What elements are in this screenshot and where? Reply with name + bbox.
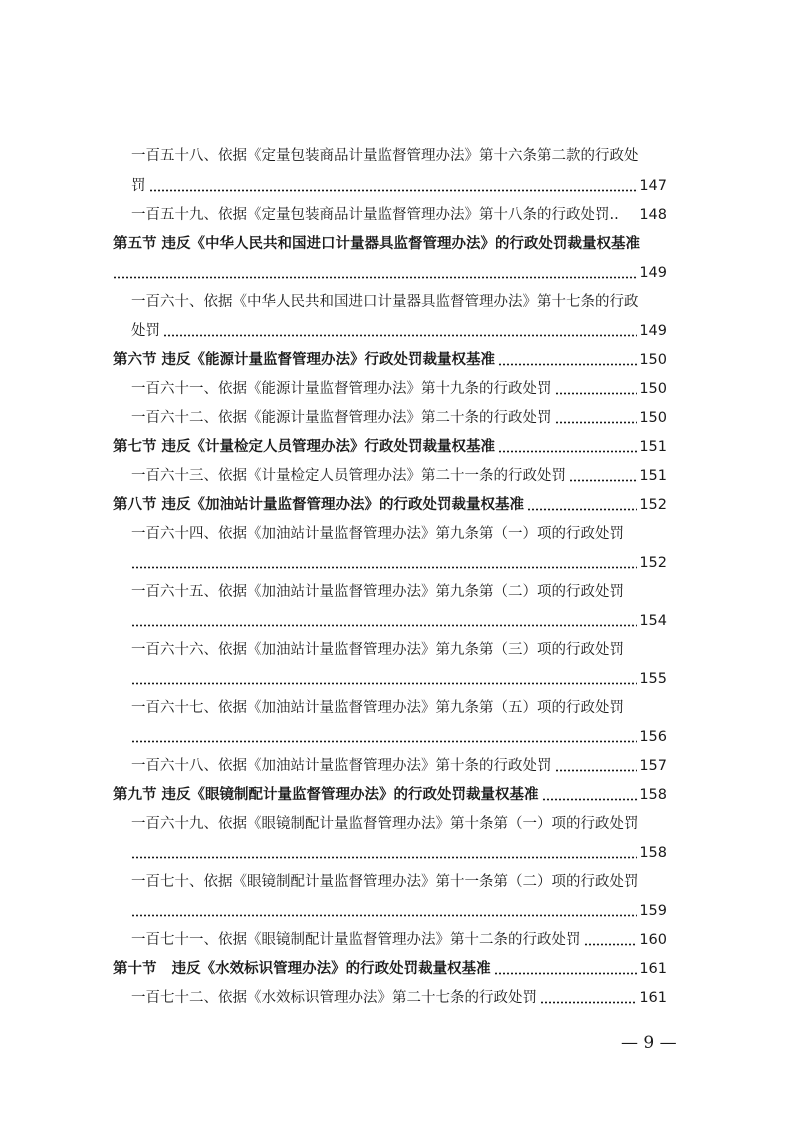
toc-page-number: 158 <box>639 787 667 803</box>
toc-entry-title: 一百六十三、依据《计量检定人员管理办法》第二十一条的行政处罚 <box>131 468 566 484</box>
toc-page-number: 154 <box>639 613 667 629</box>
dot-leader <box>542 798 638 801</box>
toc-section-9[interactable] <box>113 779 667 805</box>
dot-leader <box>584 943 638 946</box>
toc-entry-171[interactable] <box>131 924 667 950</box>
toc-entry-165-continuation[interactable] <box>131 605 667 631</box>
toc-page-number: 161 <box>639 961 667 977</box>
dot-leader <box>131 624 637 627</box>
dot-leader <box>163 334 637 337</box>
toc-entry-170[interactable] <box>131 866 667 892</box>
toc-page-number: 159 <box>639 903 667 919</box>
toc-page-number: 150 <box>639 381 667 397</box>
toc-entry-167-continuation[interactable] <box>131 721 667 747</box>
toc-entry-title: 处罚 <box>131 323 160 339</box>
toc-entry-title: 一百六十二、依据《能源计量监督管理办法》第二十条的行政处罚 <box>131 410 552 426</box>
toc-page-number: 149 <box>639 265 667 281</box>
toc-entry-165[interactable] <box>131 576 667 602</box>
dot-leader <box>619 218 638 221</box>
toc-page-number: 158 <box>639 845 667 861</box>
toc-entry-title: 一百六十五、依据《加油站计量监督管理办法》第九条第（二）项的行政处罚 <box>131 584 624 600</box>
toc-section-title: 第九节 违反《眼镜制配计量监督管理办法》的行政处罚裁量权基准 <box>113 786 539 803</box>
toc-section-title: 第七节 违反《计量检定人员管理办法》行政处罚裁量权基准 <box>113 438 496 455</box>
toc-entry-161[interactable] <box>131 373 667 399</box>
toc-page-number: 160 <box>639 932 667 948</box>
dot-leader <box>527 508 637 511</box>
toc-entry-168[interactable] <box>131 750 667 776</box>
toc-entry-title: 一百六十四、依据《加油站计量监督管理办法》第九条第（一）项的行政处罚 <box>131 526 624 542</box>
toc-entry-158[interactable] <box>131 140 667 166</box>
toc-page-number: 161 <box>639 990 667 1006</box>
toc-entry-172[interactable] <box>131 982 667 1008</box>
toc-entry-169[interactable] <box>131 808 667 834</box>
toc-page-number: 150 <box>639 352 667 368</box>
toc-page-number: 150 <box>639 410 667 426</box>
toc-page-number: 151 <box>639 468 667 484</box>
toc-entry-170-continuation[interactable] <box>131 895 667 921</box>
toc-page-number: 152 <box>639 555 667 571</box>
dot-leader <box>498 450 637 453</box>
toc-page-number: 147 <box>639 178 667 194</box>
toc-entry-160-continuation[interactable] <box>131 315 667 341</box>
dot-leader <box>540 1001 637 1004</box>
dot-leader <box>494 972 638 975</box>
dot-leader <box>113 276 637 279</box>
toc-entry-title: 一百六十一、依据《能源计量监督管理办法》第十九条的行政处罚 <box>131 381 552 397</box>
toc-entry-160[interactable] <box>131 286 667 312</box>
dot-leader <box>498 363 637 366</box>
toc-page-number: 157 <box>639 758 667 774</box>
dot-leader <box>131 856 637 859</box>
toc-entry-158-continuation[interactable] <box>131 170 667 196</box>
dot-leader <box>149 189 638 192</box>
toc-entry-163[interactable] <box>131 460 667 486</box>
toc-entry-169-continuation[interactable] <box>131 837 667 863</box>
toc-page-number: 156 <box>639 729 667 745</box>
toc-entry-title: 一百六十九、依据《眼镜制配计量监督管理办法》第十条第（一）项的行政处罚 <box>131 816 639 832</box>
dot-leader <box>555 769 638 772</box>
toc-page-number: 149 <box>639 323 667 339</box>
toc-entry-title: 罚 <box>131 178 146 194</box>
toc-entry-title: 一百六十、依据《中华人民共和国进口计量器具监督管理办法》第十七条的行政 <box>131 294 639 310</box>
dot-leader <box>569 479 637 482</box>
dot-leader <box>555 421 638 424</box>
toc-entry-title: 一百六十七、依据《加油站计量监督管理办法》第九条第（五）项的行政处罚 <box>131 700 624 716</box>
toc-entry-title: 一百七十、依据《眼镜制配计量监督管理办法》第十一条第（二）项的行政处罚 <box>131 874 639 890</box>
page-number-footer: — 9 — <box>621 1033 677 1053</box>
toc-entry-164-continuation[interactable] <box>131 547 667 573</box>
toc-entry-166-continuation[interactable] <box>131 663 667 689</box>
toc-page-number: 148 <box>639 207 667 223</box>
toc-section-title: 第八节 违反《加油站计量监督管理办法》的行政处罚裁量权基准 <box>113 496 525 513</box>
toc-section-title: 第五节 违反《中华人民共和国进口计量器具监督管理办法》的行政处罚裁量权基准 <box>113 235 641 252</box>
toc-entry-title: 一百七十二、依据《水效标识管理办法》第二十七条的行政处罚 <box>131 990 537 1006</box>
toc-section-10[interactable] <box>113 953 667 979</box>
dot-leader <box>131 914 637 917</box>
toc-section-5-continuation[interactable] <box>113 257 667 283</box>
toc-entry-title: 一百七十一、依据《眼镜制配计量监督管理办法》第十二条的行政处罚 <box>131 932 581 948</box>
toc-entry-162[interactable] <box>131 402 667 428</box>
toc-entry-164[interactable] <box>131 518 667 544</box>
toc-section-title: 第十节 违反《水效标识管理办法》的行政处罚裁量权基准 <box>113 960 491 977</box>
toc-page-number: 151 <box>639 439 667 455</box>
toc-section-6[interactable] <box>113 344 667 370</box>
toc-page-number: 152 <box>639 497 667 513</box>
toc-entry-title: 一百六十八、依据《加油站计量监督管理办法》第十条的行政处罚 <box>131 758 552 774</box>
toc-entry-title: 一百五十八、依据《定量包装商品计量监督管理办法》第十六条第二款的行政处 <box>131 148 639 164</box>
toc-page-number: 155 <box>639 671 667 687</box>
toc-entry-title: 一百六十六、依据《加油站计量监督管理办法》第九条第（三）项的行政处罚 <box>131 642 624 658</box>
toc-section-title: 第六节 违反《能源计量监督管理办法》行政处罚裁量权基准 <box>113 351 496 368</box>
dot-leader <box>555 392 638 395</box>
toc-entry-title: 一百五十九、依据《定量包装商品计量监督管理办法》第十八条的行政处罚.. <box>131 207 619 223</box>
toc-entry-167[interactable] <box>131 692 667 718</box>
toc-section-7[interactable] <box>113 431 667 457</box>
toc-section-5[interactable] <box>113 228 667 254</box>
dot-leader <box>131 682 637 685</box>
toc-section-8[interactable] <box>113 489 667 515</box>
toc-entry-166[interactable] <box>131 634 667 660</box>
toc-entry-159[interactable] <box>131 199 667 225</box>
dot-leader <box>131 740 637 743</box>
dot-leader <box>131 566 637 569</box>
